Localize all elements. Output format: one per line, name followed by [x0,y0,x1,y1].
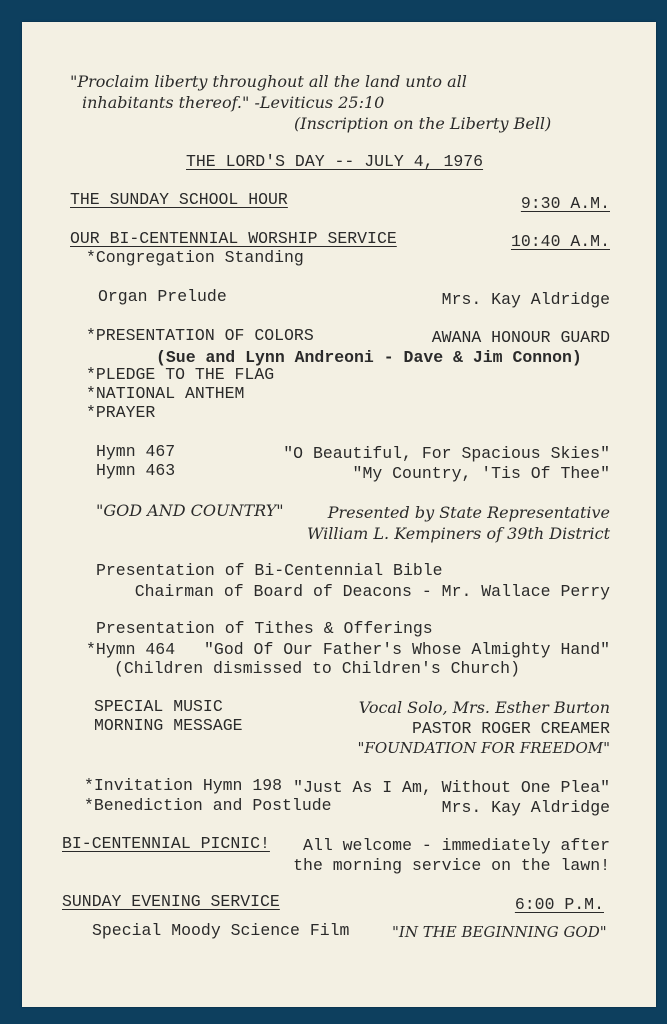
order-item: *PRAYER [86,403,156,422]
message-who: PASTOR ROGER CREAMER [411,719,610,738]
evening-time: 6:00 P.M. [514,895,604,914]
worship-time: 10:40 A.M. [510,232,610,251]
message-label: MORNING MESSAGE [94,716,243,735]
quote-line-2: inhabitants thereof." -Leviticus 25:10 [82,93,385,112]
special-music-label: SPECIAL MUSIC [94,697,223,716]
page-title: THE LORD'S DAY -- JULY 4, 1976 [186,152,484,171]
bible-line-1: Presentation of Bi-Centennial Bible [96,561,443,580]
colors-who: AWANA HONOUR GUARD [431,328,610,347]
hymn-title: "My Country, 'Tis Of Thee" [352,464,610,483]
sunday-school-time: 9:30 A.M. [520,194,610,213]
evening-label: SUNDAY EVENING SERVICE [62,892,280,911]
prelude-label: Organ Prelude [98,287,227,306]
special-music-who: Vocal Solo, Mrs. Esther Burton [358,698,610,717]
invitation-title: "Just As I Am, Without One Plea" [293,778,610,797]
program-sheet [22,22,656,1007]
film-label: Special Moody Science Film [92,921,350,940]
invitation-label: *Invitation Hymn 198 [84,776,283,795]
god-country-line-2: William L. Kempiners of 39th District [306,524,610,543]
prelude-who: Mrs. Kay Aldridge [441,290,610,309]
order-item: *PLEDGE TO THE FLAG [86,365,275,384]
hymn-number: Hymn 463 [96,461,176,480]
worship-label: OUR BI-CENTENNIAL WORSHIP SERVICE [70,229,397,248]
hymn-title: "O Beautiful, For Spacious Skies" [283,444,610,463]
benediction-label: *Benediction and Postlude [84,796,332,815]
benediction-who: Mrs. Kay Aldridge [441,798,610,817]
picnic-line-1: All welcome - immediately after [303,836,610,855]
sunday-school-label: THE SUNDAY SCHOOL HOUR [70,190,288,209]
colors-label: *PRESENTATION OF COLORS [86,326,314,345]
quote-line-1: "Proclaim liberty throughout all the land unto all [70,72,467,91]
picnic-label: BI-CENTENNIAL PICNIC! [62,834,270,853]
congregation-note: *Congregation Standing [86,248,304,267]
picnic-line-2: the morning service on the lawn! [293,856,610,875]
hymn-number: Hymn 467 [96,442,176,461]
message-title: "FOUNDATION FOR FREEDOM" [357,739,610,757]
colors-names: (Sue and Lynn Andreoni - Dave & Jim Connon) [156,348,582,367]
film-title: "IN THE BEGINNING GOD" [392,923,607,941]
god-country-line-1: Presented by State Representative [327,503,610,522]
tithes-hymn-title: "God Of Our Father's Whose Almighty Hand" [204,640,610,659]
order-item: *NATIONAL ANTHEM [86,384,245,403]
children-note: (Children dismissed to Children's Church) [114,659,520,678]
quote-line-3: (Inscription on the Liberty Bell) [294,114,552,133]
bible-line-2: Chairman of Board of Deacons - Mr. Wallace Perry [134,582,610,601]
tithes-hymn: *Hymn 464 [86,640,176,659]
god-country-title: "GOD AND COUNTRY" [96,501,284,520]
tithes-line-1: Presentation of Tithes & Offerings [96,619,433,638]
